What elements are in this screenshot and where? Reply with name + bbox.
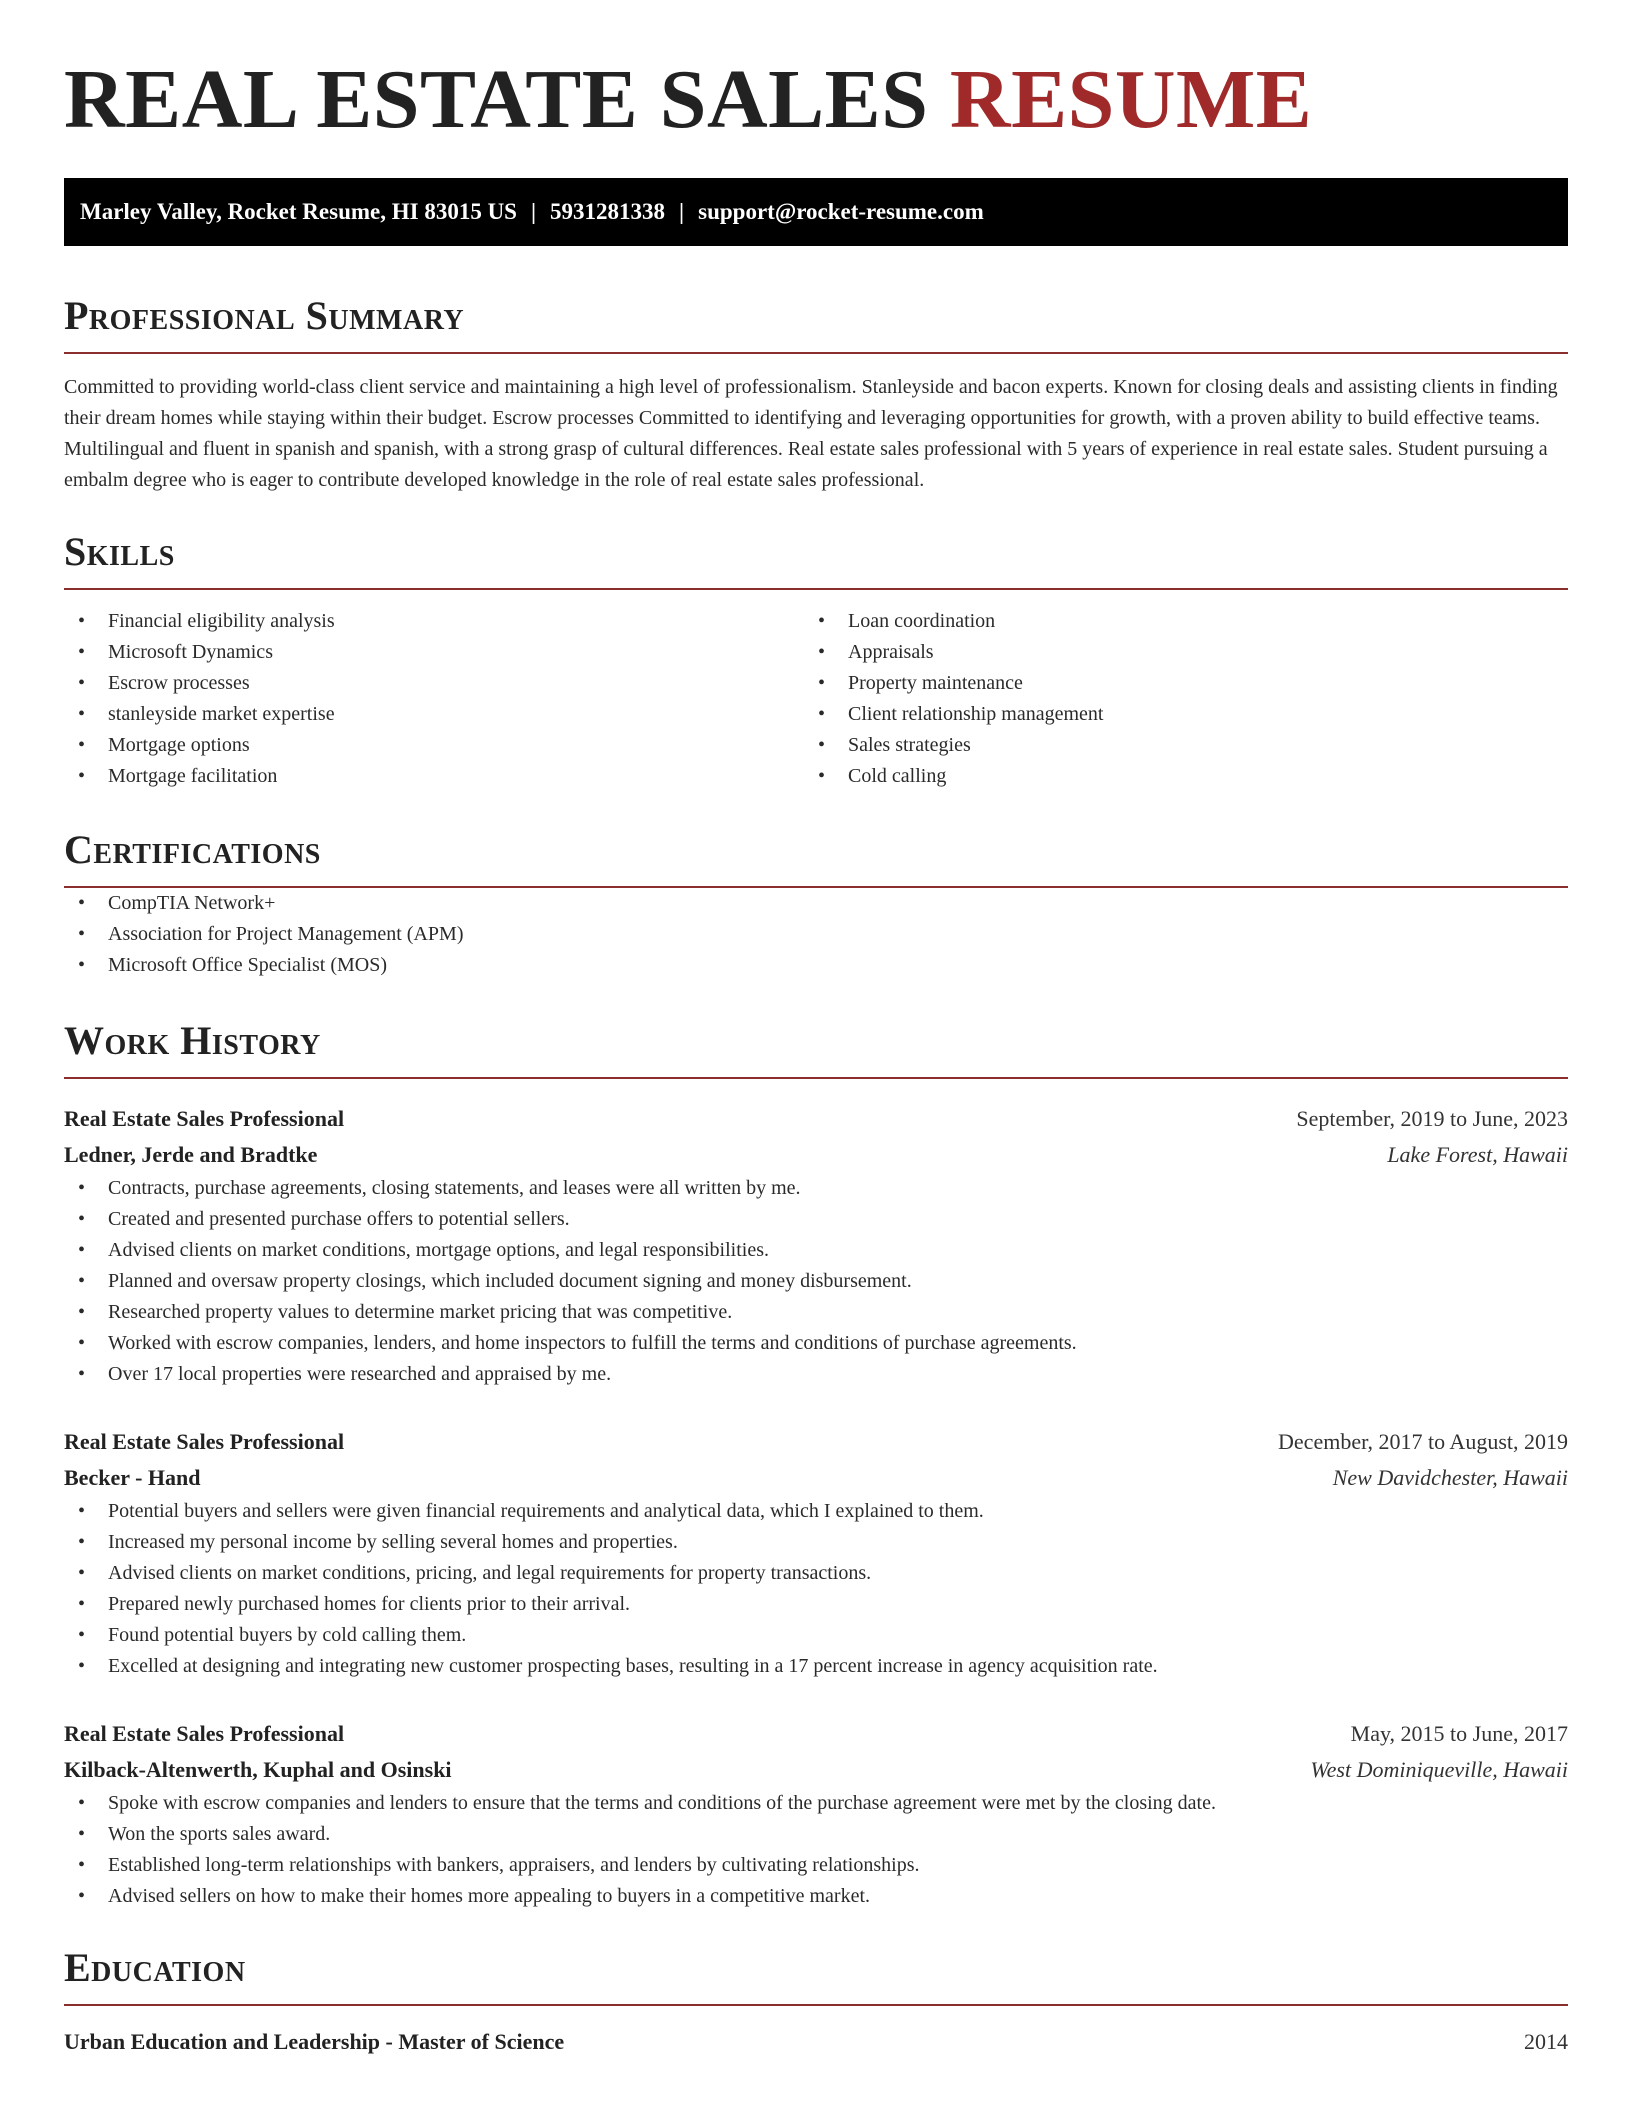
job-location: West Dominiqueville, Hawaii	[1310, 1757, 1568, 1782]
job-entry	[64, 1716, 1568, 1912]
skills-list-left	[64, 606, 804, 792]
certification-item: • CompTIA Network+	[64, 888, 1568, 919]
job-bullet: • Established long-term relationships with bankers, appraisers, and lenders by cultivating relationships.	[64, 1850, 1568, 1881]
job-company-row	[64, 1460, 1568, 1496]
education-row	[64, 2024, 1568, 2060]
skill-item: • Mortgage facilitation	[64, 761, 804, 792]
skill-item: • Sales strategies	[804, 730, 1544, 761]
job-bullet: • Found potential buyers by cold calling them.	[64, 1620, 1568, 1651]
skills-column-right	[804, 606, 1544, 792]
job-header-row	[64, 1101, 1568, 1137]
certifications-list	[64, 888, 1568, 981]
contact-separator: |	[679, 199, 685, 224]
section-heading-education: Education	[64, 1948, 1568, 2006]
job-company-row	[64, 1137, 1568, 1173]
skill-item: • Microsoft Dynamics	[64, 637, 804, 668]
job-entry	[64, 1424, 1568, 1682]
title-accent: RESUME	[949, 53, 1313, 146]
job-location: Lake Forest, Hawaii	[1387, 1142, 1568, 1167]
job-title: Real Estate Sales Professional	[64, 1106, 345, 1131]
job-bullet-list	[64, 1173, 1568, 1390]
job-bullet: • Prepared newly purchased homes for clients prior to their arrival.	[64, 1589, 1568, 1620]
contact-bar	[64, 178, 1568, 246]
job-bullet-list	[64, 1496, 1568, 1682]
skills-grid	[64, 606, 1568, 792]
job-bullet: • Over 17 local properties were researched and appraised by me.	[64, 1359, 1568, 1390]
education-degree: Urban Education and Leadership - Master of Science	[64, 2029, 565, 2054]
job-company: Ledner, Jerde and Bradtke	[64, 1142, 318, 1167]
job-bullet: • Researched property values to determine market pricing that was competitive.	[64, 1297, 1568, 1328]
job-company: Becker - Hand	[64, 1465, 201, 1490]
skill-item: • Mortgage options	[64, 730, 804, 761]
job-company-row	[64, 1752, 1568, 1788]
job-bullet: • Excelled at designing and integrating new customer prospecting bases, resulting in a 17 percent increase in agency acquisition rate.	[64, 1651, 1568, 1682]
job-bullet: • Created and presented purchase offers to potential sellers.	[64, 1204, 1568, 1235]
job-title: Real Estate Sales Professional	[64, 1721, 345, 1746]
section-heading-skills: Skills	[64, 532, 1568, 590]
skill-item: • Client relationship management	[804, 699, 1544, 730]
contact-address: Marley Valley, Rocket Resume, HI 83015 US	[80, 199, 517, 224]
skill-item: • Property maintenance	[804, 668, 1544, 699]
job-bullet: • Potential buyers and sellers were given financial requirements and analytical data, which I explained to them.	[64, 1496, 1568, 1527]
skills-column-left	[64, 606, 804, 792]
job-dates: December, 2017 to August, 2019	[1278, 1429, 1568, 1454]
section-heading-certifications: Certifications	[64, 830, 1568, 888]
skill-item: • stanleyside market expertise	[64, 699, 804, 730]
job-bullet: • Advised clients on market conditions, pricing, and legal requirements for property transactions.	[64, 1558, 1568, 1589]
job-bullet: • Spoke with escrow companies and lenders to ensure that the terms and conditions of the purchase agreement were met by the closing date.	[64, 1788, 1568, 1819]
education-entry	[64, 2024, 1568, 2060]
education-year: 2014	[1524, 2029, 1568, 2054]
job-dates: May, 2015 to June, 2017	[1350, 1721, 1568, 1746]
job-bullet: • Increased my personal income by selling several homes and properties.	[64, 1527, 1568, 1558]
job-header-row	[64, 1716, 1568, 1752]
title-main: REAL ESTATE SALES	[64, 53, 929, 146]
job-bullet-list	[64, 1788, 1568, 1912]
summary-text: Committed to providing world-class client service and maintaining a high level of professionalism. Stanleyside and bacon experts. Known for closing deals and assisting clients in finding their dream homes while staying within their budget. Escrow processes Committed to identifying and leveraging opportunities for growth, with a proven ability to build effective teams. Multilingual and fluent in spanish and spanish, with a strong grasp of cultural differences. Real estate sales professional with 5 years of experience in real estate sales. Student pursuing a embalm degree who is eager to contribute developed knowledge in the role of real estate sales professional.	[64, 376, 1558, 491]
job-bullet: • Advised sellers on how to make their homes more appealing to buyers in a competitive market.	[64, 1881, 1568, 1912]
job-bullet: • Won the sports sales award.	[64, 1819, 1568, 1850]
contact-phone: 5931281338	[550, 199, 666, 224]
job-location: New Davidchester, Hawaii	[1332, 1465, 1568, 1490]
certification-item: • Microsoft Office Specialist (MOS)	[64, 950, 1568, 981]
job-bullet: • Worked with escrow companies, lenders, and home inspectors to fulfill the terms and conditions of purchase agreements.	[64, 1328, 1568, 1359]
contact-email: support@rocket-resume.com	[698, 199, 984, 224]
skill-item: • Loan coordination	[804, 606, 1544, 637]
job-bullet: • Contracts, purchase agreements, closing statements, and leases were all written by me.	[64, 1173, 1568, 1204]
section-heading-work-history: Work History	[64, 1021, 1568, 1079]
skills-list-right	[804, 606, 1544, 792]
certification-item: • Association for Project Management (APM)	[64, 919, 1568, 950]
skill-item: • Financial eligibility analysis	[64, 606, 804, 637]
job-dates: September, 2019 to June, 2023	[1296, 1106, 1568, 1131]
job-entry	[64, 1101, 1568, 1390]
job-bullet: • Advised clients on market conditions, mortgage options, and legal responsibilities.	[64, 1235, 1568, 1266]
job-company: Kilback-Altenwerth, Kuphal and Osinski	[64, 1757, 452, 1782]
contact-separator: |	[530, 199, 537, 224]
skill-item: • Cold calling	[804, 761, 1544, 792]
resume-page	[64, 0, 1568, 2060]
job-title: Real Estate Sales Professional	[64, 1429, 345, 1454]
resume-title	[64, 53, 1568, 146]
section-heading-summary: Professional Summary	[64, 296, 1568, 354]
job-header-row	[64, 1424, 1568, 1460]
job-bullet: • Planned and oversaw property closings, which included document signing and money disbursement.	[64, 1266, 1568, 1297]
skill-item: • Appraisals	[804, 637, 1544, 668]
skill-item: • Escrow processes	[64, 668, 804, 699]
